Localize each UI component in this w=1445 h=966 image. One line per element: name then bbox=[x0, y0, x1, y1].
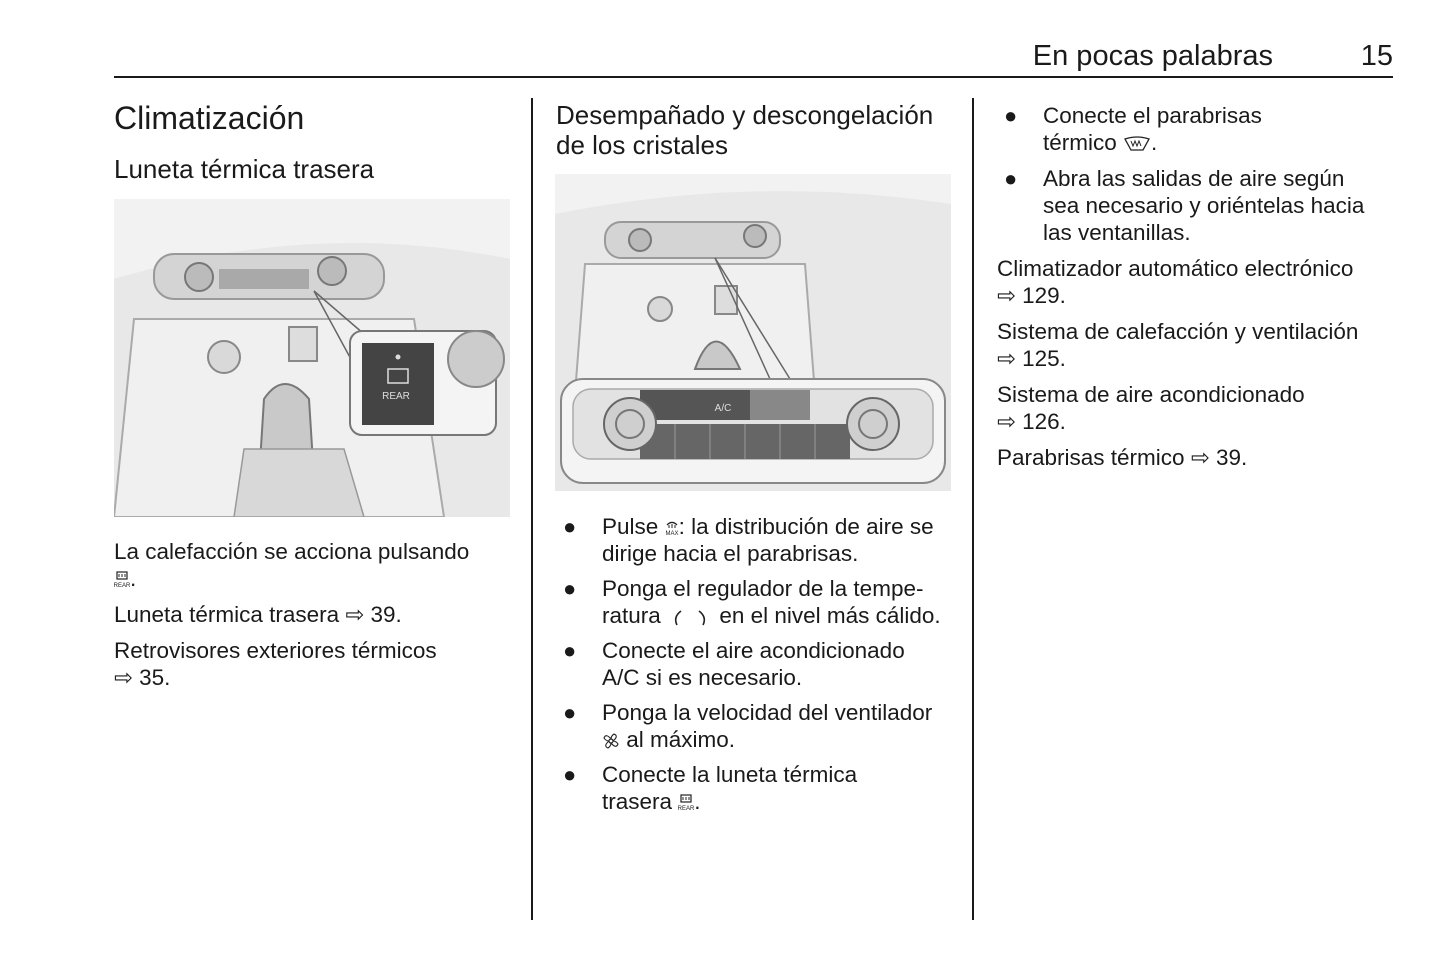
step-text: Ponga la velocidad del ventilador bbox=[602, 700, 933, 725]
defog-title-line2: de los cristales bbox=[556, 130, 728, 160]
column-3 bbox=[997, 102, 1397, 471]
reference-arrow-icon: ⇨ bbox=[114, 665, 133, 690]
step-text: las ventanillas. bbox=[1043, 220, 1191, 245]
temperature-knob-icon bbox=[667, 606, 713, 628]
step-text: ratura bbox=[602, 603, 661, 628]
list-item bbox=[997, 102, 1397, 156]
svg-text:MAX: MAX bbox=[665, 531, 679, 538]
paragraph-heating-end: . bbox=[130, 566, 137, 591]
step-text: sea necesario y oriéntelas hacia bbox=[1043, 193, 1365, 218]
reference-arrow-icon: ⇨ bbox=[997, 346, 1016, 371]
cross-reference-page[interactable]: 126. bbox=[1022, 409, 1066, 434]
list-item bbox=[556, 637, 961, 691]
step-text: . bbox=[1151, 130, 1158, 155]
reference-arrow-icon: ⇨ bbox=[345, 602, 365, 627]
cross-reference-text: Sistema de aire acondicionado bbox=[997, 382, 1305, 407]
defog-steps-continued bbox=[997, 102, 1397, 246]
heated-windscreen-icon bbox=[1123, 135, 1151, 153]
step-text: Abra las salidas de aire según bbox=[1043, 166, 1345, 191]
list-item bbox=[556, 513, 961, 567]
page-number: 15 bbox=[1360, 40, 1393, 72]
bullet: ● bbox=[1004, 103, 1018, 128]
paragraph-mirrors-ref bbox=[114, 637, 519, 691]
step-text: A/C si es necesario. bbox=[602, 665, 803, 690]
step-text: Conecte la luneta térmica bbox=[602, 762, 858, 787]
reference-arrow-icon: ⇨ bbox=[997, 409, 1016, 434]
subsection-title: Luneta térmica trasera bbox=[114, 154, 375, 184]
subsection-title-defog bbox=[556, 100, 956, 160]
cross-reference-page[interactable]: 125. bbox=[1022, 346, 1066, 371]
paragraph-heating-text: La calefacción se acciona pulsando bbox=[114, 539, 470, 564]
bullet: ● bbox=[563, 762, 577, 787]
step-text: . bbox=[694, 789, 701, 814]
list-item bbox=[556, 761, 961, 815]
bullet: ● bbox=[563, 576, 577, 601]
list-item bbox=[556, 699, 961, 753]
svg-text:REAR: REAR bbox=[114, 583, 130, 590]
column-2-body bbox=[556, 513, 961, 815]
cross-reference bbox=[997, 318, 1397, 372]
rear-window-defrost-icon bbox=[114, 571, 130, 589]
cross-reference bbox=[997, 381, 1397, 435]
step-text: trasera bbox=[602, 789, 673, 814]
bullet: ● bbox=[1004, 166, 1018, 191]
bullet: ● bbox=[563, 638, 577, 663]
cross-reference-text: Climatizador automático electrónico bbox=[997, 256, 1354, 281]
ac-button-label: A/C bbox=[714, 403, 732, 414]
column-1 bbox=[114, 100, 514, 184]
bullet: ● bbox=[563, 700, 577, 725]
step-text: al máximo. bbox=[626, 727, 736, 752]
running-header-title: En pocas palabras bbox=[1032, 40, 1273, 72]
reference-arrow-icon: ⇨ bbox=[997, 283, 1016, 308]
mirrors-ref-page[interactable]: 35. bbox=[139, 665, 171, 690]
defog-steps bbox=[556, 513, 961, 815]
step-text: Ponga el regulador de la tempe- bbox=[602, 576, 924, 601]
step-text: : la distribución de aire se bbox=[678, 514, 934, 539]
list-item bbox=[997, 165, 1397, 246]
cross-reference bbox=[997, 255, 1397, 309]
cross-reference-page[interactable]: 39. bbox=[1215, 445, 1248, 470]
figure-rear-defrost-control bbox=[114, 199, 510, 517]
cross-reference-text: Sistema de calefacción y ventilación bbox=[997, 319, 1359, 344]
reference-arrow-icon: ⇨ bbox=[1190, 445, 1210, 470]
defog-title-line1: Desempañado y descongelación bbox=[556, 100, 934, 130]
column-1-body bbox=[114, 538, 519, 691]
step-text: Pulse bbox=[602, 514, 659, 539]
cross-reference bbox=[997, 444, 1397, 471]
step-text: en el nivel más cálido. bbox=[719, 603, 941, 628]
cross-reference-page[interactable]: 129. bbox=[1022, 283, 1066, 308]
step-text: térmico bbox=[1043, 130, 1117, 155]
figure-defog-controls bbox=[555, 174, 951, 491]
fan-icon bbox=[602, 732, 620, 750]
step-text: Conecte el parabrisas bbox=[1043, 103, 1262, 128]
bullet: ● bbox=[563, 514, 577, 539]
column-divider-1 bbox=[531, 98, 533, 920]
header-rule bbox=[114, 76, 1393, 78]
mirrors-ref-text: Retrovisores exteriores térmicos bbox=[114, 638, 437, 663]
section-title: Climatización bbox=[114, 100, 305, 136]
cross-reference-text: Parabrisas térmico bbox=[997, 445, 1185, 470]
list-item bbox=[556, 575, 961, 629]
rear-ref-page[interactable]: 39. bbox=[370, 602, 402, 627]
paragraph-rear-ref bbox=[114, 601, 519, 628]
column-2 bbox=[556, 100, 956, 160]
svg-text:REAR: REAR bbox=[678, 806, 695, 813]
step-text: Conecte el aire acondicionado bbox=[602, 638, 905, 663]
max-defrost-icon bbox=[665, 519, 679, 537]
paragraph-heating bbox=[114, 538, 519, 592]
rear-window-defrost-icon bbox=[678, 794, 694, 812]
step-text: dirige hacia el parabrisas. bbox=[602, 541, 859, 566]
rear-ref-text: Luneta térmica trasera bbox=[114, 602, 340, 627]
rear-button-label: REAR bbox=[382, 391, 410, 402]
column-divider-2 bbox=[972, 98, 974, 920]
